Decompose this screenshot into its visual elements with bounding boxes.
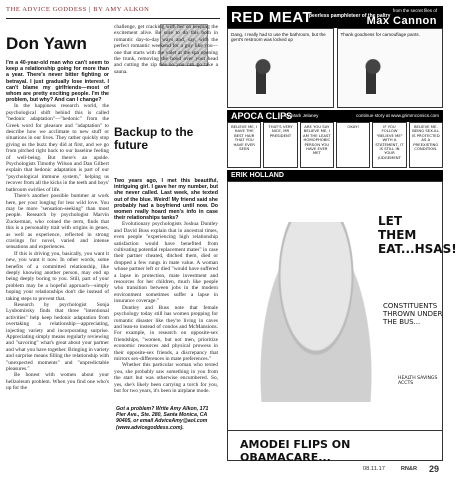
- apoca-clips-byline: by Mark Jelaney: [285, 113, 319, 118]
- speech-bubble: OKAY!: [347, 124, 359, 129]
- holland-cartoon: [227, 181, 457, 464]
- answer-paragraph: There's another possible bummer at work here, per your longing for less wild love. You may be more "sensation-seeking" than most people. Research by psychologist Marvin Zuckerman, who coined the term, finds that this is a personality trait with origins in genes, as well as experience, reflected in strong cravings for novel, varied and intense sensations and experiences.: [6, 193, 109, 251]
- speech-bubble: THAT'S VERY NICE, MR PRESIDENT: [268, 124, 293, 138]
- apoca-clips-title: APOCA CLIPS: [231, 111, 293, 121]
- column-1-text: [6, 60, 109, 474]
- red-meat-author: Max Cannon: [366, 15, 437, 27]
- column-title: Don Yawn: [6, 34, 87, 53]
- comic-panel: [263, 122, 297, 168]
- speech-bubble: BELIEVE ME, I HAVE THE BEST HAIR THAT YOU HAVE EVER SEEN: [231, 124, 258, 152]
- comic-panel: [372, 122, 406, 168]
- apoca-clips-link: continue story at www.grimmcomics.com: [356, 113, 439, 118]
- section-name: THE ADVICE GODDESS: [6, 6, 87, 13]
- cartoon-headline: AMODEI FLIPS ON OBAMACARE...: [228, 430, 442, 460]
- comic-panel: [300, 122, 334, 168]
- column-2-top-text: [114, 24, 218, 124]
- character-figure: [248, 57, 278, 105]
- caricature-figure: [256, 222, 376, 402]
- header-separator: |: [89, 6, 94, 13]
- comic-panel: [337, 28, 444, 108]
- red-meat-subtitle: peerless pamphleteer of the paltry: [309, 13, 391, 19]
- contact-signoff: Got a problem? Write Amy Alkon, 171 Pier Ave., Ste. 280, Santa Monica, CA 90405, or email AdviceAmy@aol.com (www.advicegoddess.com).: [116, 406, 209, 431]
- answer-continuation: challenge, get cracking with her on keeping the excitement alive. Be sure to do this both in romantic day-to-day ways and, say, with the perfect romantic weekend for a guy like you—one that starts with the valet at the spa opening the trunk, removing the hood over your head and cutting the zip ties so you can go take a sauna.: [114, 24, 218, 75]
- apoca-clips-strip: [227, 122, 443, 168]
- header-rule: [6, 18, 220, 19]
- speech-bubble: ARE YOU SAY BELIEVE ME, I AM THE LEAST HOMOPHOBIC PERSON YOU HAVE EVER MET: [302, 124, 331, 156]
- speech-bubble: Thank goodness for camouflage pants.: [340, 32, 420, 37]
- holland-banner: ERIK HOLLAND: [227, 170, 443, 181]
- reader-question-1: I'm a 40-year-old man who can't seem to keep a relationship going for more than a year. There's never bitter fighting or betrayal. I just gradually lose interest. I can't blame my girlfriends—most of whom are pretty exciting people. I'm the problem, but why? And can I change?: [6, 60, 109, 104]
- byline: BY AMY ALKON: [93, 6, 150, 13]
- answer-paragraph: Duntley and Buss note that female psychology today still has women prepping for romantic disaster like they're living in caves and lean-to instead of condos and McMansions. For example, in research on opposite-sex friendships, "women, but not men, prioritize economic resources and physical prowess in their opposite-sex friends, a discrepancy that mirrors sex-differences in mate preferences.": [114, 304, 218, 362]
- health-label: HEALTH SAVINGS ACCTS: [398, 376, 438, 387]
- character-figure: [358, 57, 388, 105]
- comic-panel: [227, 28, 334, 108]
- speech-bubble: Dang, I really had to use the bathroom, but the gent's restroom was locked up: [231, 32, 326, 43]
- comic-panel: [227, 122, 261, 168]
- speech-text: LET THEM EAT...HSAS!: [378, 214, 457, 256]
- speech-bubble: BELIEVE ME. BEING SEX-ILL IS PROTECTED AS A PREEXISTING CONDITION.: [411, 124, 440, 152]
- answer-paragraph: Whether this particular woman who texted you, she probably saw something in you from the start but was otherwise encumbered. So, yes, she's likely been carrying a torch for you, but for two years, it's been in airplane mode.: [114, 362, 218, 394]
- reader-question-2: Two years ago, I met this beautiful, intriguing girl. I gave her my number, but she never called. Last week, she texted out of the blue. Weird! My friend said she probably had a boyfriend until now. Do women really hoard men's info in case their relationships tanks?: [114, 178, 218, 222]
- red-meat-strip: [227, 28, 443, 108]
- apoca-clips-banner: [227, 110, 443, 122]
- answer-paragraph: Be honest with women about your hellzoleum problem. When you find one who's up for the: [6, 372, 109, 392]
- red-meat-title: RED MEAT: [231, 9, 313, 26]
- comic-panel: [336, 122, 370, 168]
- second-letter-title: Backup to the future: [114, 125, 194, 152]
- red-meat-from: from the secret files of: [392, 8, 437, 13]
- answer-paragraph: Evolutionary psychologists Joshua Duntley and David Buss explain that in ancestral times, even people "experiencing high relationship satisfaction would have benefited from cultivating potential replacement mates" in case their partner cheated, ditched them, died or dropped a few rungs in mate value. A woman whose partner left or died "would have suffered a lapse in protection, mate investment and resources for her children, much like people who transition between jobs in the modern environment sometimes suffer a lapse in insurance coverage.": [114, 221, 218, 305]
- column-header: [6, 6, 220, 18]
- comic-panel: [409, 122, 443, 168]
- side-caption: CONSTITUENTS THROWN UNDER THE BUS...: [383, 302, 443, 326]
- speech-bubble: IF YOU FOLLOW "BELIEVE ME" WITH A STATEMENT, IT IS STILL IN YOUR JUDGEMENT: [375, 124, 404, 160]
- publication-name: RN&R: [400, 466, 417, 472]
- page-number: 29: [428, 464, 439, 474]
- issue-date: 08.11.17: [362, 466, 385, 472]
- red-meat-banner: [227, 6, 443, 28]
- answer-paragraph: In the happiness research world, the psychological shift behind this is called "hedonic adaptation"—"hedonic" from the Greek word for pleasure and "adaptation" to describe how we acclimate to new stuff or situations in our lives. They rather quickly stop giving us the buzz they did at first, and we go from pitched right back to our baseline feeling of well-being. But there's an upside. Psychologists Timothy Wilson and Dan Gilbert explain that hedonic adaptation is part of our "psychological immune system," helping us recover from all the kicks in the teeth and boys' bathroom swirlies of life.: [6, 103, 109, 193]
- page-footer: [227, 464, 443, 476]
- answer-paragraph: If this is driving you, basically, you want it new, you want it now. In other words, some benefits of a committed relationship, like deeply knowing another person, may end up being deeply boring to you. Still, part of your problem may be a hopeful approach—simply hoping your relationships don't die instead of taking steps to prevent that.: [6, 250, 109, 302]
- answer-paragraph: Research by psychologist Sonja Lyubomirsky finds that three "intentional activities" help keep hedonic adaptation from overtaking a relationship—appreciating, injecting variety and incorporating surprise. Appreciating simply means regularly reviewing and "savoring" what's great about your partner and what you have together. Bringing in variety and surprise means filling the relationship with "unexpected moments" and "unpredictable pleasures.": [6, 302, 109, 373]
